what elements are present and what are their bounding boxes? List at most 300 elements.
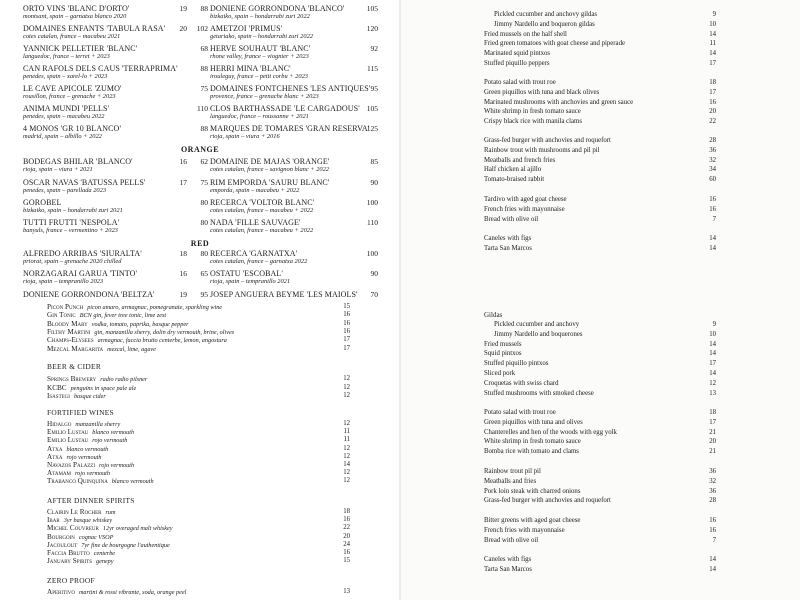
wine-name: NORZAGARAI GARUA 'TINTO' <box>23 269 138 278</box>
item-price: 17 <box>343 344 350 352</box>
item-name: Michel Couvreur <box>47 524 99 533</box>
bottle-price: 80 <box>200 218 208 227</box>
wine-entry <box>210 290 378 299</box>
item-price: 12 <box>343 375 350 382</box>
wine-entry <box>23 198 208 215</box>
wine-origin: rousillon, france – grenache + 2023 <box>23 93 116 100</box>
bottle-price: 62 <box>200 157 208 166</box>
menu-item-price: 20 <box>709 438 716 446</box>
menu-item <box>484 88 716 97</box>
menu-item <box>484 59 716 68</box>
wine-name: CAN RAFOLS DELS CAUS 'TERRAPRIMA' <box>23 64 178 73</box>
item-description: radio radio pilsner <box>100 376 148 383</box>
item-price: 16 <box>343 327 350 335</box>
menu-item-price: 16 <box>709 196 716 203</box>
menu-item <box>494 10 716 19</box>
bottle-price: 110 <box>367 218 378 227</box>
bottle-price: 125 <box>366 124 378 133</box>
menu-item <box>484 117 716 126</box>
menu-item-name: Green piquillos with tuna and olives <box>484 418 583 426</box>
menu-item <box>484 487 716 496</box>
menu-item-price: 14 <box>709 370 716 377</box>
menu-item <box>484 195 716 204</box>
glass-price: 17 <box>179 178 187 187</box>
menu-item-name: Pickled cucumber and anchovy gildas <box>494 11 598 18</box>
menu-item <box>484 359 716 368</box>
item-description: rojo vermouth <box>74 470 110 478</box>
menu-item <box>484 418 716 427</box>
wine-name: DOMAINE DE MAJAS 'ORANGE' <box>210 157 330 166</box>
menu-item <box>484 78 716 87</box>
menu-item <box>494 320 716 329</box>
menu-item-name: Grass-fed burger with anchovies and roquefort <box>484 137 611 144</box>
item-name: KCBC <box>47 383 67 392</box>
item-price: 12 <box>343 392 350 399</box>
wine-entry <box>23 44 208 61</box>
wine-name: ORTO VINS 'BLANC D'ORTO' <box>23 4 130 13</box>
menu-item-price: 21 <box>709 428 716 436</box>
wine-entry <box>210 178 378 195</box>
item-name: Atxa <box>47 444 63 453</box>
menu-item-price: 36 <box>709 146 716 154</box>
wine-entry <box>210 104 378 121</box>
wine-origin: provence, france – grenache blanc + 2023 <box>210 93 319 100</box>
item-description: 3yr basque whiskey <box>63 517 113 525</box>
menu-item <box>484 244 716 253</box>
item-description: picon amaro, armagnac, pomegranate, sparkling wine <box>87 304 223 311</box>
wine-name: DOMAINES FONTCHENES 'LES ANTIQUES' <box>210 84 371 93</box>
item-price: 12 <box>343 383 350 391</box>
item-name: January Spirits <box>47 557 92 566</box>
menu-item-name: Tardivo with aged goat cheese <box>484 196 567 203</box>
menu-item-price: 13 <box>709 389 716 397</box>
menu-item <box>484 477 716 486</box>
bottle-price: 105 <box>366 104 378 113</box>
item-price: 11 <box>343 428 350 436</box>
menu-item <box>484 215 716 224</box>
menu-item-price: 16 <box>709 98 716 106</box>
menu-item-name: Marinated mushrooms with anchovies and green sauce <box>484 98 634 106</box>
wine-name: 4 MONOS 'GR 10 BLANCO' <box>23 124 121 133</box>
item-name: Atxa <box>47 452 63 461</box>
menu-item-name: Squid pintxos <box>484 350 522 358</box>
menu-item-name: Chanterelles and hen of the woods with egg yolk <box>484 428 617 436</box>
menu-item-name: Grass-fed burger with anchovies and roquefort <box>484 497 611 505</box>
item-name: Aperitivo <box>47 588 75 596</box>
menu-item-name: Marinated squid pintxos <box>484 50 551 58</box>
bottle-price: 88 <box>200 124 208 133</box>
wine-origin: cotes catalan, france – macabeu + 2022 <box>210 227 314 234</box>
bottle-price: 80 <box>200 198 208 207</box>
menu-item-name: Jimmy Nardello and boquerones <box>494 330 583 338</box>
wine-entry <box>210 64 378 81</box>
menu-item <box>484 146 716 155</box>
item-name: Clairin Le Rocher <box>47 508 102 516</box>
wine-entry <box>23 104 208 121</box>
menu-item-price: 32 <box>709 477 716 485</box>
wine-name: DOMAINES ENFANTS 'TABULA RASA' <box>23 24 166 33</box>
item-description: vodka, tomato, paprika, basque pepper <box>91 320 189 328</box>
menu-item-name: Tomato-braised rabbit <box>484 176 545 184</box>
menu-item <box>484 467 716 476</box>
wine-origin: irouleguy, france – petit corbu + 2023 <box>210 73 308 80</box>
item-description: rojo vermouth <box>66 453 102 461</box>
item-price: 17 <box>343 336 350 344</box>
fortified-wines-heading: FORTIFIED WINES <box>47 408 114 417</box>
wine-origin: rhone valley, france – viognier + 2023 <box>210 53 309 60</box>
item-name: Navazos Palazzi <box>47 461 96 469</box>
wine-origin: rioja, spain – tempranillo 2023 <box>23 278 104 285</box>
item-name: Filthy Martini <box>47 327 91 336</box>
wine-origin: madrid, spain – albillo + 2022 <box>23 133 102 140</box>
item-name: Gin Tonic <box>47 311 76 320</box>
section-orange-heading: ORANGE <box>180 145 220 154</box>
glass-price: 18 <box>179 249 187 258</box>
menu-item-price: 21 <box>709 448 716 456</box>
item-name: Champs-Elysees <box>47 336 94 345</box>
menu-item-price: 18 <box>709 79 716 86</box>
wine-name: RIM EMPORDA 'SAURU BLANC' <box>210 178 330 187</box>
menu-item <box>484 437 716 446</box>
wine-name: NADA 'FILLE SAUVAGE' <box>210 218 301 227</box>
menu-item-name: Green piquillos with tuna and black olives <box>484 88 600 96</box>
wine-origin: penedes, spain – xarel-lo + 2023 <box>23 73 108 80</box>
beer-row <box>47 392 350 401</box>
menu-item-name: Tarta San Marcos <box>484 565 532 573</box>
bottle-price: 92 <box>370 44 378 53</box>
menu-item-name: Pork loin steak with charred onions <box>484 487 581 495</box>
gildas-heading: Gildas <box>484 311 503 319</box>
item-name: Ibar <box>47 516 60 525</box>
menu-item <box>484 379 716 388</box>
menu-item-price: 7 <box>712 215 716 223</box>
item-name: Isastegi <box>47 392 70 400</box>
menu-item-price: 17 <box>709 360 716 368</box>
menu-item-name: Half chicken al ajillo <box>484 166 542 174</box>
menu-item-price: 14 <box>709 565 716 573</box>
beer-cider-heading: BEER & CIDER <box>47 362 102 371</box>
item-price: 12 <box>343 452 350 460</box>
wine-name: MARQUES DE TOMARES 'GRAN RESERVA' <box>210 124 370 133</box>
menu-item-price: 14 <box>709 556 716 563</box>
bottle-price: 95 <box>370 84 378 93</box>
wine-entry <box>23 249 208 266</box>
item-price: 14 <box>343 461 350 468</box>
wine-origin: getariako, spain – hondarrabi zuri 2022 <box>210 33 313 40</box>
item-price: 16 <box>343 516 350 524</box>
item-price: 15 <box>343 303 350 310</box>
menu-item <box>484 565 716 574</box>
menu-item-price: 14 <box>709 30 716 38</box>
menu-item-price: 17 <box>709 88 716 96</box>
menu-item-name: Crispy black rice with manila clams <box>484 118 582 126</box>
wine-name: YANNICK PELLETIER 'BLANC' <box>23 44 138 53</box>
menu-item <box>484 447 716 456</box>
item-description: manzanilla sherry <box>75 421 121 428</box>
wine-entry <box>23 290 208 299</box>
menu-item-price: 16 <box>709 205 716 213</box>
menu-item-price: 14 <box>709 340 716 348</box>
menu-item <box>484 408 716 417</box>
menu-item-name: French fries with mayonnaise <box>484 205 565 213</box>
item-name: Bourgoin <box>47 532 75 541</box>
menu-item-price: 22 <box>709 118 716 126</box>
menu-item-name: Fried green tomatoes with goat cheese and piperade <box>484 40 625 48</box>
item-price: 12 <box>343 444 350 452</box>
menu-item <box>484 156 716 165</box>
menu-item <box>484 234 716 243</box>
wine-origin: emporda, spain – macabeu + 2022 <box>210 187 300 194</box>
wine-entry <box>210 84 378 101</box>
wine-origin: cotes catalan, france – garnatxa 2022 <box>210 258 308 265</box>
item-price: 11 <box>343 436 350 444</box>
food-menu-page <box>400 0 800 600</box>
wine-origin: montsant, spain – garnatxa blanco 2020 <box>23 13 127 20</box>
bottle-price: 95 <box>200 290 208 299</box>
wine-name: HERVE SOUHAUT 'BLANC' <box>210 44 311 53</box>
zero-proof-heading: ZERO PROOF <box>47 576 95 585</box>
bottle-price: 85 <box>370 157 378 166</box>
item-price: 13 <box>343 588 350 595</box>
menu-item <box>484 496 716 505</box>
menu-item-name: Caneles with figs <box>484 556 532 563</box>
menu-item <box>484 205 716 214</box>
item-name: Faccia Brutto <box>47 549 90 557</box>
bottle-price: 75 <box>200 178 208 187</box>
menu-item <box>484 349 716 358</box>
item-name: Springs Brewery <box>47 375 97 383</box>
menu-item-name: Stuffed piquillo pintxos <box>484 360 549 368</box>
item-description: blanco vermouth <box>92 429 135 437</box>
menu-item-price: 36 <box>709 487 716 495</box>
glass-price: 16 <box>179 157 187 166</box>
item-name: Trabanco Quinquina <box>47 477 108 486</box>
menu-item-price: 17 <box>709 60 716 67</box>
menu-item-name: Meatballs and fries <box>484 477 537 485</box>
wine-name: DONIENE GORRONDONA 'BELTZA' <box>23 290 155 299</box>
wine-entry <box>23 4 208 21</box>
menu-item-name: Bread with olive oil <box>484 536 539 544</box>
wine-name: HERRI MINA 'BLANC' <box>210 64 291 73</box>
item-description: centerbe <box>93 550 116 557</box>
glass-price: 19 <box>179 290 187 299</box>
bottle-price: 65 <box>200 269 208 278</box>
item-description: rum <box>105 509 116 516</box>
wine-entry <box>210 24 378 41</box>
menu-item <box>484 136 716 145</box>
menu-item <box>484 30 716 39</box>
item-price: 12 <box>343 477 350 485</box>
item-description: penguins in space pale ale <box>70 384 137 392</box>
item-name: Emilio Lustau <box>47 436 89 445</box>
bottle-price: 88 <box>200 64 208 73</box>
wine-entry <box>210 157 378 174</box>
item-description: basque cider <box>73 393 106 400</box>
menu-item-name: Rainbow trout with mushrooms and pil pil <box>484 146 600 154</box>
menu-item-price: 20 <box>709 108 716 116</box>
menu-item <box>484 39 716 48</box>
item-name: Bloody Mary <box>47 319 88 328</box>
wine-name: AMETZOI 'PRIMUS' <box>210 24 283 33</box>
bottle-price: 100 <box>366 249 378 258</box>
menu-item-name: Pickled cucumber and anchovy <box>494 321 580 328</box>
wine-entry <box>210 124 378 141</box>
wine-name: RECERCA 'GARNATXA' <box>210 249 298 258</box>
wine-origin: cotes catalan, france – macabeu 2021 <box>23 33 121 40</box>
menu-item-name: White shrimp in fresh tomato sauce <box>484 108 581 116</box>
wine-entry <box>210 198 378 215</box>
menu-item-name: Bread with olive oil <box>484 215 539 223</box>
item-name: Atamam <box>47 469 71 478</box>
wine-origin: penedes, spain – macabeu 2022 <box>23 113 105 120</box>
glass-price: 19 <box>179 4 187 13</box>
cocktail-row <box>47 345 350 354</box>
wine-name: DONIENE GORRONDONA 'BLANCO' <box>210 4 345 13</box>
menu-item-price: 9 <box>712 11 716 18</box>
bottle-price: 70 <box>370 290 378 299</box>
wine-entry <box>23 178 208 195</box>
wine-origin: rioja, spain – viura + 2016 <box>210 133 280 140</box>
spirit-row <box>47 557 350 566</box>
item-description: BCN gin, fever tree tonic, lime zest <box>79 312 167 320</box>
menu-item-name: Meatballs and french fries <box>484 156 556 164</box>
menu-item-name: Caneles with figs <box>484 235 532 242</box>
menu-item-name: Potato salad with trout roe <box>484 409 556 416</box>
bottle-price: 120 <box>366 24 378 33</box>
menu-item-price: 17 <box>709 418 716 426</box>
menu-item <box>494 20 716 29</box>
menu-item <box>484 98 716 107</box>
item-description: gin, manzanilla sherry, dolin dry vermouth, brine, olives <box>94 328 235 336</box>
menu-item <box>484 389 716 398</box>
menu-item <box>484 175 716 184</box>
menu-item-price: 28 <box>709 137 716 144</box>
wine-entry <box>23 218 208 235</box>
menu-item-price: 14 <box>709 235 716 242</box>
wine-origin: banyuls, france – vermentino + 2023 <box>23 227 118 234</box>
item-price: 12 <box>343 469 350 477</box>
wine-entry <box>23 157 208 174</box>
item-price: 15 <box>343 557 350 565</box>
section-red-heading: RED <box>190 239 210 248</box>
wine-origin: penedes, spain – parellada 2023 <box>23 187 107 194</box>
menu-item-price: 18 <box>709 409 716 416</box>
wine-origin: rioja, spain – tempranillo 2021 <box>210 278 291 285</box>
menu-item <box>484 555 716 564</box>
wine-origin: cotes catalan, france – macabeu + 2022 <box>210 207 314 214</box>
item-price: 16 <box>343 549 350 556</box>
item-description: armagnac, faccia brutto centerbe, lemon, angostura <box>97 337 227 345</box>
wine-origin: priorat, spain – grenache 2020 chilled <box>23 258 122 265</box>
menu-item-name: Potato salad with trout roe <box>484 79 556 86</box>
menu-item <box>484 165 716 174</box>
bottle-price: 90 <box>370 178 378 187</box>
bottle-price: 105 <box>366 4 378 13</box>
wine-name: OSTATU 'ESCOBAL' <box>210 269 283 278</box>
menu-item <box>484 516 716 525</box>
menu-item-price: 34 <box>709 166 716 174</box>
item-description: blanco vermouth <box>111 478 154 486</box>
item-description: blanco vermouth <box>66 445 109 453</box>
glass-price: 20 <box>179 24 187 33</box>
wine-entry <box>23 64 208 81</box>
wine-name: GOROBEL <box>23 198 62 207</box>
bottle-price: 115 <box>367 64 378 73</box>
menu-item-price: 12 <box>709 379 716 387</box>
wine-name: LE CAVE APICOLE 'ZUMO' <box>23 84 122 93</box>
menu-item-price: 14 <box>709 50 716 58</box>
item-price: 18 <box>343 508 350 515</box>
menu-item <box>484 107 716 116</box>
menu-item-name: Bitter greens with aged goat cheese <box>484 517 581 524</box>
item-description: martini & rossi vibrante, soda, orange peel <box>78 589 187 596</box>
item-description: mezcal, lime, agave <box>107 345 156 353</box>
wine-origin: languedoc, france – terret + 2023 <box>23 53 110 60</box>
menu-item-name: Rainbow trout pil pil <box>484 468 541 475</box>
item-name: Emilio Lustau <box>47 428 89 437</box>
bottle-price: 102 <box>196 24 208 33</box>
bottle-price: 110 <box>197 104 208 113</box>
wine-entry <box>210 249 378 266</box>
bottle-price: 75 <box>200 84 208 93</box>
wine-origin: cotes catalan, france – savignon blanc + 2022 <box>210 166 329 173</box>
menu-item-name: Jimmy Nardello and boqueron gildas <box>494 20 595 28</box>
after-dinner-heading: AFTER DINNER SPIRITS <box>47 496 135 505</box>
menu-item <box>484 369 716 378</box>
wine-name: TUTTI FRUTTI 'NESPOLA' <box>23 218 120 227</box>
bottle-price: 100 <box>366 198 378 207</box>
item-description: cognac VSOP <box>78 533 114 541</box>
wine-name: ANIMA MUNDI 'PELLS' <box>23 104 110 113</box>
item-price: 24 <box>343 540 350 548</box>
menu-item-name: White shrimp in fresh tomato sauce <box>484 438 581 446</box>
menu-item-name: Fried mussels on the half shell <box>484 30 567 38</box>
wine-entry <box>210 269 378 286</box>
glass-price: 16 <box>179 269 187 278</box>
menu-item-price: 10 <box>709 330 716 338</box>
item-description: genepy <box>96 558 114 566</box>
menu-item-name: Stuffed piquillo peppers <box>484 60 550 67</box>
menu-item-price: 32 <box>709 156 716 164</box>
menu-item <box>484 536 716 545</box>
wine-entry <box>23 124 208 141</box>
item-price: 20 <box>343 532 350 540</box>
menu-item-name: Stuffed mushrooms with smoked cheese <box>484 389 594 397</box>
menu-item-price: 11 <box>709 40 716 48</box>
item-description: rojo vermouth <box>92 437 128 445</box>
wine-entry <box>23 24 208 41</box>
wine-name: RECERCA 'VOLTOR BLANC' <box>210 198 315 207</box>
wine-origin: bizkaiko, spain – hondarrabi zuri 2021 <box>23 207 123 214</box>
wine-origin: rioja, spain – viura + 2021 <box>23 166 93 173</box>
menu-item-name: Sliced pork <box>484 370 516 377</box>
item-name: Mezcal Margarita <box>47 344 104 353</box>
wine-name: JOSEP ANGUERA BEYME 'LES MAIOLS' <box>210 290 358 299</box>
item-price: 22 <box>343 524 350 532</box>
wine-name: OSCAR NAVAS 'BATUSSA PELLS' <box>23 178 146 187</box>
wine-entry <box>23 84 208 101</box>
wine-name: ALFREDO ARRIBAS 'SIURALTA' <box>23 249 142 258</box>
bottle-price: 80 <box>200 249 208 258</box>
wine-origin: languedoc, france – roussanne + 2021 <box>210 113 309 120</box>
item-name: Hidalgo <box>47 420 72 428</box>
menu-item-price: 28 <box>709 497 716 505</box>
menu-item <box>484 49 716 58</box>
bottle-price: 90 <box>370 269 378 278</box>
menu-item-name: Tarta San Marcos <box>484 244 532 252</box>
wine-entry <box>210 4 378 21</box>
fortified-row <box>47 477 350 486</box>
